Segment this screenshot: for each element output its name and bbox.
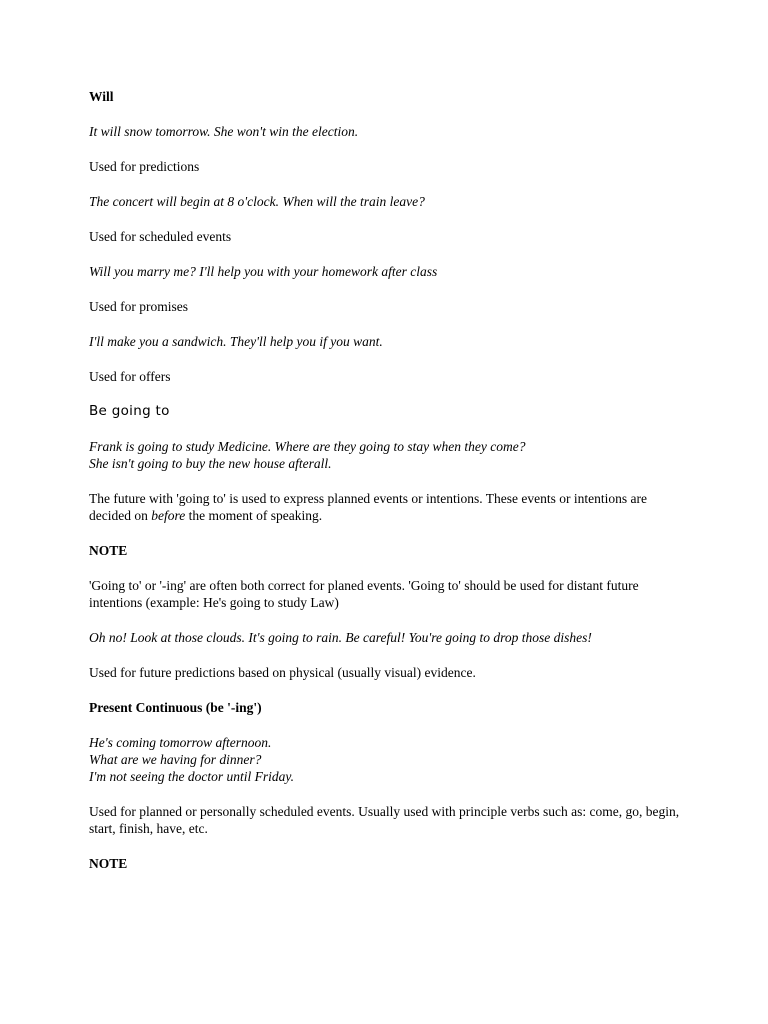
present-continuous-use: Used for planned or personally scheduled events. Usually used with principle verbs such as: come, go, begin, start, finish, have, etc. bbox=[89, 804, 680, 836]
present-continuous-note-heading: NOTE bbox=[89, 856, 128, 871]
will-example-promises: Will you marry me? I'll help you with your homework after class bbox=[89, 264, 438, 279]
going-to-example-evidence: Oh no! Look at those clouds. It's going to rain. Be careful! You're going to drop those dishes! bbox=[89, 630, 592, 645]
present-continuous-examples bbox=[89, 734, 689, 785]
will-example-predictions: It will snow tomorrow. She won't win the election. bbox=[89, 124, 359, 139]
will-example-offers: I'll make you a sandwich. They'll help you if you want. bbox=[89, 334, 383, 349]
will-example-scheduled: The concert will begin at 8 o'clock. When will the train leave? bbox=[89, 194, 425, 209]
going-to-heading: Be going to bbox=[89, 403, 170, 419]
present-continuous-example-line-2: What are we having for dinner? bbox=[89, 752, 262, 767]
going-to-explanation-emphasis: before bbox=[151, 508, 186, 523]
going-to-note-text: 'Going to' or '-ing' are often both correct for planed events. 'Going to' should be used for distant future intentions (example: He's going to study Law) bbox=[89, 578, 639, 610]
going-to-explanation-part-2: the moment of speaking. bbox=[185, 508, 323, 523]
will-use-scheduled: Used for scheduled events bbox=[89, 229, 232, 244]
will-heading: Will bbox=[89, 89, 114, 104]
present-continuous-example-line-3: I'm not seeing the doctor until Friday. bbox=[89, 769, 294, 784]
will-use-predictions: Used for predictions bbox=[89, 159, 200, 174]
going-to-example-line-1: Frank is going to study Medicine. Where are they going to stay when they come? bbox=[89, 439, 526, 454]
document-page bbox=[89, 88, 689, 890]
going-to-note-heading: NOTE bbox=[89, 543, 128, 558]
present-continuous-example-line-1: He's coming tomorrow afternoon. bbox=[89, 735, 272, 750]
going-to-examples bbox=[89, 438, 689, 472]
will-use-promises: Used for promises bbox=[89, 299, 188, 314]
going-to-use-evidence: Used for future predictions based on physical (usually visual) evidence. bbox=[89, 665, 476, 680]
present-continuous-heading: Present Continuous (be '-ing') bbox=[89, 700, 262, 715]
going-to-explanation-part-1: The future with 'going to' is used to express planned events or intentions. These events or intentions are decided on bbox=[89, 491, 647, 523]
going-to-example-line-2: She isn't going to buy the new house afterall. bbox=[89, 456, 332, 471]
will-use-offers: Used for offers bbox=[89, 369, 171, 384]
going-to-explanation bbox=[89, 490, 689, 524]
